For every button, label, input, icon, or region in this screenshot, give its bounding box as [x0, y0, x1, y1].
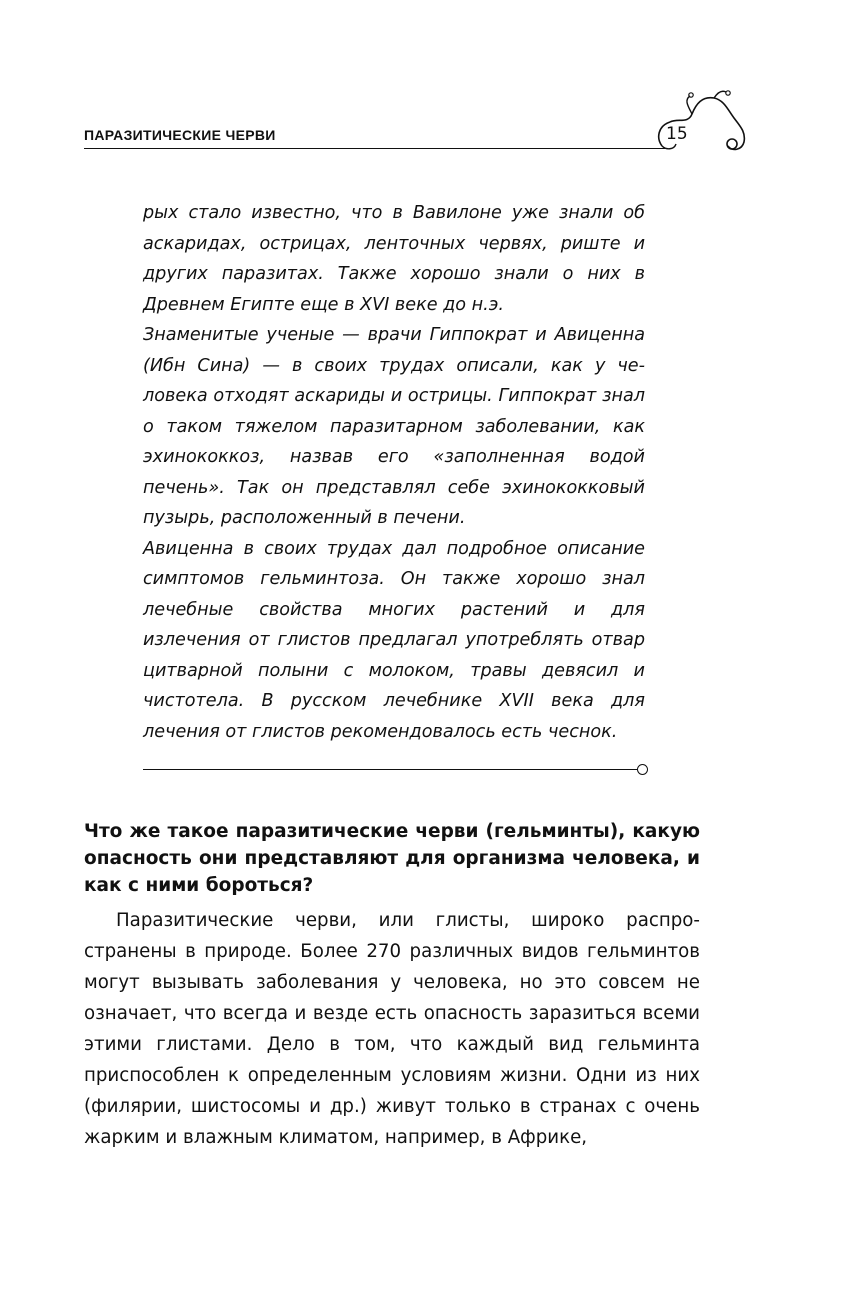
- section-question-heading: Что же такое паразитические черви (гельминты), какую опасность они представляют для организма человека, и как с ними бороться?: [84, 821, 700, 896]
- box-paragraph: Знаменитые ученые — врачи Гиппократ и Авиценна (Ибн Сина) — в своих трудах описали, как у человека отходят аскариды и острицы. Гиппократ знал о таком тяжелом паразитарном заболевании, как эхинококкоз, назвав его «заполненная водой печень». Так он представлял себе эхинококковый пузырь, расположенный в печени.: [143, 325, 645, 528]
- box-bottom-rule: [143, 769, 637, 770]
- page-number: 15: [666, 124, 688, 144]
- running-title: ПАРАЗИТИЧЕСКИЕ ЧЕРВИ: [84, 127, 276, 143]
- rule-end-circle-icon: [637, 764, 648, 775]
- highlight-box: [143, 198, 645, 747]
- box-paragraph: рых стало известно, что в Вавилоне уже знали об аскаридах, острицах, ленточных червях, риште и других паразитах. Также хорошо знали о них в Древнем Египте еще в XVI веке до н.э.: [143, 203, 645, 315]
- header-rule: [84, 148, 666, 149]
- box-paragraph: Авиценна в своих трудах дал подробное описание симптомов гельминтоза. Он также хорошо знал лечебные свойства многих растений и для излечения от глистов предлагал употреблять отвар цитварной полыни с молоком, травы девясил и чистотела. В русском лечебнике XVII века для лечения от глистов рекомендовалось есть чеснок.: [143, 538, 645, 742]
- stethoscope-icon: [648, 88, 758, 158]
- body-paragraph: Паразитические черви, или глисты, широко распространены в природе. Более 270 различных видов гельминтов могут вызывать заболевания у человека, но это совсем не означает, что всегда и везде есть опасность заразиться всеми этими глистами. Дело в том, что каждый вид гельминта приспособлен к определенным условиям жизни. Одни из них (филярии, шистосомы и др.) живут только в странах с очень жарким и влажным климатом, например, в Африке,: [84, 910, 700, 1148]
